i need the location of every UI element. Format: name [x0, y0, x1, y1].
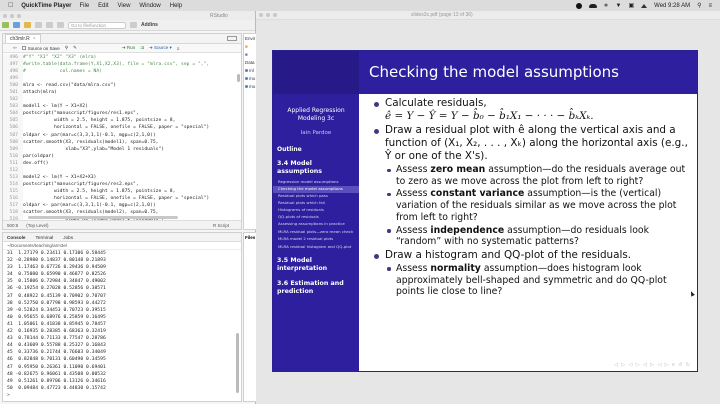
- main-toolbar: [0, 20, 255, 31]
- run-button[interactable]: ➜ Run: [121, 45, 136, 50]
- code-line[interactable]: [3, 54, 241, 61]
- residual-formula: ê = Y − Ŷ = Y − b̂₀ − b̂₁X₁ − · · · − b̂ₖXₖ.: [385, 110, 594, 122]
- code-line[interactable]: [3, 103, 241, 110]
- code-line[interactable]: [3, 174, 241, 181]
- sidebar-subsection-link[interactable]: MLRA residual histogram and QQ-plot: [278, 243, 352, 249]
- line-number: 503: [3, 103, 23, 110]
- zoom-window-button[interactable]: [273, 13, 277, 17]
- menu-view[interactable]: View: [112, 2, 126, 9]
- code-line[interactable]: [3, 139, 241, 146]
- tab-environment[interactable]: Envir: [245, 35, 256, 41]
- sidebar-subsection-link[interactable]: MLRA model 2 residual plots: [278, 235, 334, 241]
- code-text: scatter.smooth(X3, residuals(model1), span=0.75,: [23, 139, 159, 145]
- text: assumption—is the (vertical) variation of the residuals similar as we move across the plot from left to right?: [396, 188, 677, 223]
- minimize-window-button[interactable]: [10, 14, 14, 18]
- line-number: 508: [3, 139, 23, 146]
- line-number: 512: [3, 167, 23, 174]
- checkbox-icon: [22, 46, 26, 50]
- code-text: width = 2.5, height = 1.875, pointsize = 8,: [23, 188, 176, 194]
- close-tab-icon[interactable]: ×: [32, 36, 36, 42]
- term-constant-variance: constant variance: [430, 188, 525, 200]
- rerun-icon[interactable]: ⇉: [140, 45, 144, 50]
- code-line[interactable]: [3, 124, 241, 131]
- line-number: 517: [3, 202, 23, 209]
- term-normality: normality: [430, 262, 481, 274]
- text: assumption—does histogram look approximately bell-shaped and symmetric and do QQ-plot points lie close to line?: [396, 262, 667, 298]
- airplay-icon[interactable]: ▣: [628, 3, 635, 9]
- console-row: 50 0.09484 0.47723 0.44830 0.15742: [7, 385, 106, 391]
- tab-terminal[interactable]: Terminal: [35, 234, 54, 240]
- line-number: 504: [3, 110, 23, 117]
- tab-files[interactable]: Files: [245, 235, 256, 240]
- code-text: #write.table(data.frame(Y,X1,X2,X3), file = "mlra.csv", sep = ",",: [23, 62, 210, 68]
- term-zero-mean: zero mean: [430, 164, 486, 175]
- console-row: 39 -0.52824 0.34453 0.70723 0.39515: [7, 307, 106, 313]
- code-line[interactable]: [3, 96, 241, 103]
- console-row: 35 0.15806 0.72984 0.34847 0.49002: [7, 279, 106, 285]
- console-input[interactable]: [3, 392, 241, 399]
- scope-selector[interactable]: (Top Level): [26, 222, 49, 228]
- line-number: 516: [3, 195, 23, 202]
- env-item-name: mo: [249, 83, 256, 89]
- editor-statusbar: [3, 220, 241, 229]
- console-row: 48 -0.82675 0.96061 0.43508 0.00532: [7, 371, 106, 377]
- subsection-list: [273, 179, 359, 250]
- environment-pane: [243, 33, 256, 230]
- sidebar-subsection-link[interactable]: Regression model assumptions: [278, 179, 339, 184]
- sidebar-subsection-link[interactable]: Histograms of residuals: [278, 206, 324, 212]
- outline-link[interactable]: Outline: [277, 146, 302, 153]
- console-row: 44 0.43609 0.55788 0.25327 0.16843: [7, 343, 106, 349]
- code-line[interactable]: [3, 146, 241, 153]
- zoom-window-button[interactable]: [17, 14, 21, 18]
- line-number: 513: [3, 174, 23, 181]
- code-text: horizontal = FALSE, onefile = FALSE, paper = "special"): [23, 195, 210, 201]
- cursor-position: 500:5: [7, 222, 19, 228]
- code-line[interactable]: [3, 110, 241, 117]
- editor-tabbar: [3, 34, 241, 44]
- close-window-button[interactable]: [259, 13, 263, 17]
- bluetooth-icon[interactable]: ∗: [603, 3, 609, 9]
- sidebar-subsection-link[interactable]: Residual plots which pass: [278, 192, 328, 198]
- source-on-save-checkbox[interactable]: [22, 46, 60, 51]
- code-text: model2 <- lm(Y ~ X1+X2+X3): [23, 174, 97, 180]
- code-text: width = 2.5, height = 1.875, pointsize = 8,: [23, 118, 176, 124]
- code-text: postscript("manuscript/figures/res2.eps",: [23, 181, 139, 187]
- menu-help[interactable]: Help: [164, 2, 177, 9]
- console-pane: [2, 232, 242, 402]
- expand-icon[interactable]: [245, 77, 248, 80]
- console-row: 43 0.78144 0.71133 0.77547 0.28786: [7, 336, 106, 342]
- menu-window[interactable]: Window: [134, 2, 156, 9]
- menu-edit[interactable]: Edit: [92, 2, 104, 9]
- console-row: 31 1.27179 0.23411 0.17306 0.58445: [7, 251, 106, 256]
- code-line[interactable]: [3, 181, 241, 188]
- beamer-navigation-icons[interactable]: ◁ ▷ ◁ ▷ ◁ ▷ ◁ ▷ ≡ ↺ ↻: [614, 362, 691, 368]
- tab-label: ch3mlr.R: [10, 36, 30, 42]
- console-row: 38 0.52750 0.07798 0.98593 0.44272: [7, 300, 106, 306]
- code-line[interactable]: [3, 160, 241, 167]
- env-item-name: mo: [249, 75, 256, 81]
- env-item[interactable]: [244, 82, 256, 90]
- console-row: 49 0.51261 0.89706 0.13126 0.34616: [7, 378, 106, 384]
- line-number: 511: [3, 160, 23, 167]
- text: Assess: [396, 188, 431, 200]
- slide-header-corner: [273, 51, 359, 94]
- code-text: dev.off(): [23, 160, 49, 166]
- line-number: 502: [3, 96, 23, 103]
- sidebar-subsection-link[interactable]: Assessing assumptions in practice: [278, 221, 345, 227]
- outline-icon[interactable]: ≡: [176, 45, 180, 51]
- cloud-icon[interactable]: [589, 4, 597, 8]
- code-text: attach(mlra): [23, 90, 57, 96]
- sidebar-subsection-link[interactable]: Residual plots which fail: [278, 199, 325, 205]
- console-row: 32 -0.28980 0.14837 0.80148 0.21893: [7, 258, 106, 264]
- code-text: xlab="X3",ylab="Model 1 residuals"): [23, 146, 165, 152]
- file-type-selector[interactable]: R Script: [212, 222, 229, 228]
- rstudio-window: [0, 11, 256, 404]
- code-line[interactable]: [3, 132, 241, 139]
- code-text: scatter.smooth(X3, residuals(model2), span=0.75,: [23, 210, 159, 216]
- sub-bullet-independence: [371, 225, 693, 248]
- expand-icon[interactable]: [245, 69, 248, 72]
- close-window-button[interactable]: [3, 14, 7, 18]
- line-number: 507: [3, 132, 23, 139]
- bullet-calculate-residuals: [371, 97, 693, 123]
- line-number: 514: [3, 181, 23, 188]
- editor-vertical-scrollbar[interactable]: [237, 74, 240, 82]
- tab-ch3mlr[interactable]: [5, 34, 41, 43]
- menu-bar: [0, 0, 720, 11]
- rstudio-title: RStudio: [210, 12, 228, 19]
- code-line[interactable]: [3, 89, 241, 96]
- env-item-name: ml: [249, 67, 254, 73]
- clock[interactable]: Wed 9:28 AM: [654, 2, 691, 9]
- line-number: 498: [3, 68, 23, 75]
- console-row: 37 0.48922 0.45139 0.70902 0.70707: [7, 293, 106, 299]
- console-output[interactable]: [3, 250, 241, 392]
- code-text: postscript("manuscript/figures/res1.eps",: [23, 111, 139, 117]
- env-item[interactable]: [244, 66, 256, 74]
- console-scrollbar[interactable]: [236, 333, 239, 393]
- import-dataset-icon[interactable]: ■: [245, 51, 248, 57]
- files-pane: [243, 232, 256, 402]
- code-line[interactable]: [3, 75, 241, 82]
- sidebar-subsection-link[interactable]: MLRA residual plots—zero mean check: [278, 229, 354, 235]
- console-row: 42 0.16935 0.28385 0.68363 0.32419: [7, 329, 106, 335]
- slide-sidebar: [273, 94, 359, 371]
- section-3-6[interactable]: 3.6 Estimation and prediction: [277, 280, 344, 296]
- new-project-icon[interactable]: [13, 22, 20, 28]
- sidebar-subsection-link[interactable]: Checking the model assumptions: [273, 186, 359, 193]
- code-area[interactable]: [3, 54, 241, 221]
- author[interactable]: Iain Pardoe: [300, 130, 332, 136]
- text: Assess: [396, 262, 431, 274]
- code-line[interactable]: [3, 61, 241, 68]
- tab-jobs[interactable]: Jobs: [63, 234, 74, 240]
- code-line[interactable]: [3, 82, 241, 89]
- menu-file[interactable]: File: [74, 2, 84, 9]
- console-row: 34 0.75080 0.65990 0.46877 0.82526: [7, 272, 106, 278]
- line-number: 499: [3, 75, 23, 82]
- save-all-icon[interactable]: [46, 22, 53, 28]
- slide-title: Checking the model assumptions: [369, 63, 619, 81]
- console-row: 47 0.95950 0.26361 0.11090 0.69401: [7, 364, 106, 370]
- menu-app-name[interactable]: QuickTime Player: [16, 2, 67, 9]
- console-row: 46 0.82848 0.70131 0.60490 0.34595: [7, 357, 106, 363]
- new-file-icon[interactable]: [2, 22, 9, 28]
- console-tabbar: [3, 233, 241, 242]
- source-button[interactable]: ➜ Source ▾: [148, 45, 172, 50]
- sidebar-subsection-link[interactable]: QQ-plots of residuals: [278, 213, 319, 219]
- section-3-4[interactable]: 3.4 Model assumptions: [277, 160, 323, 175]
- apple-menu-icon[interactable]: [8, 2, 13, 9]
- line-number: 518: [3, 209, 23, 216]
- preview-titlebar: [256, 11, 720, 20]
- status-area: [576, 2, 720, 9]
- code-tools-icon[interactable]: ✎: [73, 45, 77, 50]
- workspace-panes-icon[interactable]: [130, 22, 137, 28]
- code-line[interactable]: [3, 153, 241, 160]
- term-independence: independence: [430, 224, 505, 236]
- code-text: #"Y" "X1" "X2" "X3" (mlra): [23, 55, 97, 60]
- bullet-residual-plot: Draw a residual plot with ê along the vertical axis and a function of (X₁, X₂, . . . , Xₖ) along the horizontal axis (e.g., Ŷ or one of the X's).: [371, 124, 693, 163]
- load-workspace-icon[interactable]: ■: [245, 43, 248, 49]
- code-line[interactable]: [3, 68, 241, 75]
- line-number: 505: [3, 117, 23, 124]
- text: assumption—do residuals look “random” with no systematic patterns?: [396, 224, 649, 248]
- line-number: 501: [3, 89, 23, 96]
- eject-icon[interactable]: [641, 4, 647, 8]
- line-number: 510: [3, 153, 23, 160]
- console-path: ~/Documents/teaching/arm3e/: [3, 242, 241, 250]
- line-number: 500: [3, 82, 23, 89]
- bullet-text: Calculate residuals,: [385, 97, 487, 109]
- console-row: 36 -0.19254 0.27028 0.52856 0.38571: [7, 286, 106, 292]
- code-text: model1 <- lm(Y ~ X1+X2): [23, 104, 88, 110]
- slide-content: [371, 97, 693, 299]
- print-icon[interactable]: [57, 22, 64, 28]
- record-icon[interactable]: [576, 3, 582, 9]
- code-text: mlra <- read.csv("data/mlra.csv"): [23, 83, 117, 89]
- back-icon[interactable]: ⇦: [13, 45, 17, 50]
- bullet-histogram-qq: Draw a histogram and QQ-plot of the residuals.: [371, 249, 693, 262]
- console-row: 45 0.33736 0.21744 0.76603 0.34049: [7, 350, 106, 356]
- source-editor-pane: [2, 33, 242, 230]
- console-row: 41 1.05061 0.41838 0.85945 0.78457: [7, 321, 106, 327]
- console-row: 33 1.17463 0.67726 0.29436 0.94509: [7, 265, 106, 271]
- slide: [272, 50, 698, 372]
- right-panes: [243, 33, 256, 403]
- console-prompt: >: [7, 392, 10, 398]
- line-number: 509: [3, 146, 23, 153]
- addins-menu[interactable]: Addins: [141, 22, 158, 28]
- editor-toolbar: [3, 44, 241, 53]
- text: assumption—do the residuals average out to zero as we move across the plot from left to right?: [396, 164, 686, 187]
- slide-header: [273, 51, 697, 94]
- course-title[interactable]: Applied Regression Modeling 3c: [287, 107, 345, 122]
- editor-horizontal-scrollbar[interactable]: [28, 216, 178, 219]
- text: Assess: [396, 224, 431, 236]
- notification-center-icon[interactable]: ≡: [708, 2, 712, 9]
- line-number: 497: [3, 61, 23, 68]
- env-section-data: Data: [245, 59, 255, 65]
- tab-console[interactable]: Console: [7, 234, 26, 240]
- source-label: Source: [154, 45, 169, 50]
- line-number: 515: [3, 188, 23, 195]
- wifi-icon[interactable]: ▼: [615, 2, 622, 9]
- code-text: oldpar <- par(mar=c(3,3,1,1)-0.1, mgp=c(2,1,0)): [23, 202, 156, 208]
- code-text: oldpar <- par(mar=c(3,3,1,1)-0.1, mgp=c(2,1,0)): [23, 132, 156, 138]
- section-3-5[interactable]: 3.5 Model interpretation: [277, 257, 328, 273]
- sub-bullet-normality: [371, 263, 693, 298]
- code-text: # col.names = NA): [23, 69, 103, 75]
- rstudio-titlebar: [0, 11, 255, 20]
- spotlight-icon[interactable]: ⚲: [697, 3, 702, 9]
- maximize-pane-icon[interactable]: [227, 36, 237, 41]
- console-row: 40 0.95655 0.68976 0.25859 0.16495: [7, 314, 106, 320]
- pdf-title: slides3c.pdf (page 13 of 36): [411, 12, 473, 18]
- code-line[interactable]: [3, 188, 241, 195]
- minimize-window-button[interactable]: [266, 13, 270, 17]
- expand-icon[interactable]: [245, 85, 248, 88]
- code-line[interactable]: [3, 202, 241, 209]
- preview-window: [256, 11, 720, 404]
- sub-bullet-zero-mean: [371, 164, 693, 187]
- env-item[interactable]: [244, 74, 256, 82]
- source-on-save-label: Source on Save: [27, 45, 60, 51]
- goto-placeholder: Go to file/function: [71, 22, 107, 28]
- line-number: 496: [3, 54, 23, 61]
- code-text: par(oldpar): [23, 153, 55, 159]
- code-text: horizontal = FALSE, onefile = FALSE, paper = "special"): [23, 125, 210, 131]
- code-line[interactable]: [3, 117, 241, 124]
- open-file-icon[interactable]: [24, 22, 31, 28]
- save-icon[interactable]: [35, 22, 42, 28]
- text: Assess: [396, 164, 431, 175]
- run-label: Run: [126, 45, 136, 50]
- code-line[interactable]: [3, 167, 241, 174]
- sub-bullet-constant-variance: [371, 188, 693, 223]
- code-line[interactable]: [3, 195, 241, 202]
- env-toolbar: [244, 42, 256, 50]
- line-number: 506: [3, 124, 23, 131]
- goto-file-input[interactable]: [68, 22, 126, 29]
- search-icon[interactable]: ⚲: [64, 45, 69, 50]
